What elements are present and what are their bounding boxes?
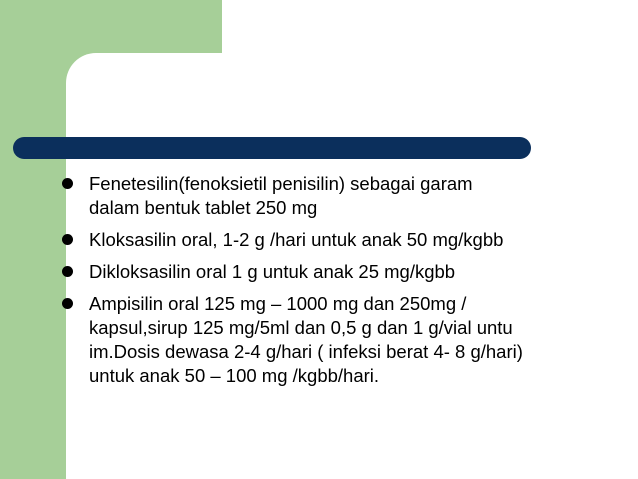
list-item: [62, 172, 582, 220]
bullet-text: Ampisilin oral 125 mg – 1000 mg dan 250mg / kapsul,sirup 125 mg/5ml dan 0,5 g dan 1 g/vial untu im.Dosis dewasa 2-4 g/hari ( infeksi berat 4- 8 g/hari) untuk anak 50 – 100 mg /kgbb/hari.: [89, 293, 523, 386]
bullet-text: Dikloksasilin oral 1 g untuk anak 25 mg/kgbb: [89, 261, 456, 282]
bullet-text: Fenetesilin(fenoksietil penisilin) sebagai garam dalam bentuk tablet 250 mg: [89, 173, 473, 218]
bullet-list: [62, 172, 582, 396]
bullet-text: Kloksasilin oral, 1-2 g /hari untuk anak 50 mg/kgbb: [89, 229, 504, 250]
bullet-icon: [62, 298, 73, 309]
bullet-icon: [62, 266, 73, 277]
list-item: [62, 260, 582, 284]
list-item: [62, 228, 582, 252]
bullet-icon: [62, 234, 73, 245]
title-divider-bar: [13, 137, 531, 159]
list-item: [62, 292, 582, 388]
bullet-icon: [62, 178, 73, 189]
